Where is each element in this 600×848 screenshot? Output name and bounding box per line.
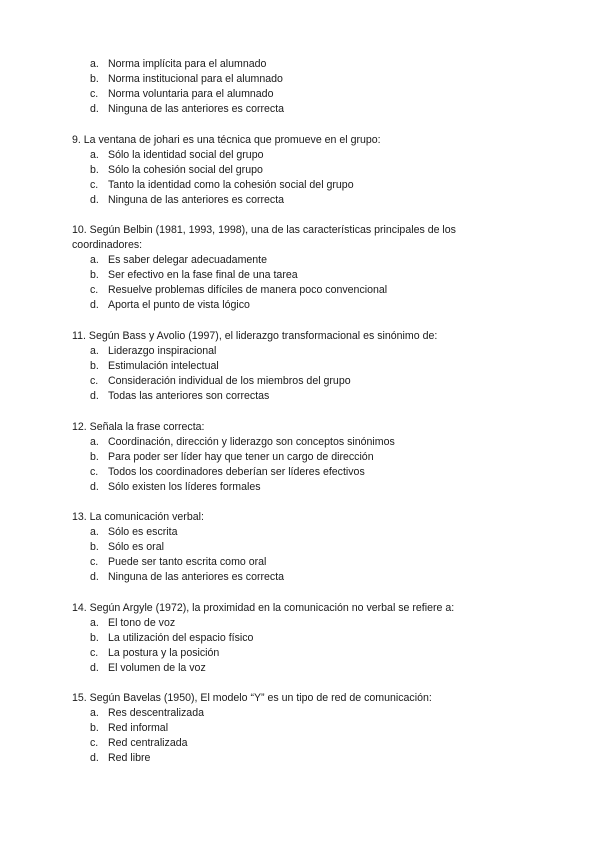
option-letter: b. <box>90 360 99 373</box>
option-letter: d. <box>90 481 99 494</box>
option-text: Es saber delegar adecuadamente <box>108 254 268 267</box>
question-9-option-b <box>72 163 482 178</box>
question-9-option-d <box>72 193 482 208</box>
option-letter: c. <box>90 556 99 569</box>
option-letter: d. <box>90 571 99 584</box>
option-text: Sólo la identidad social del grupo <box>108 149 264 162</box>
question-15-option-a <box>72 706 482 721</box>
option-letter: b. <box>90 632 99 645</box>
option-letter: c. <box>90 284 99 297</box>
option-text: Sólo es oral <box>108 541 164 554</box>
question-14-text: 14. Según Argyle (1972), la proximidad en la comunicación no verbal se refiere a: <box>72 602 455 614</box>
question-9-option-a <box>72 148 482 163</box>
question-14-block <box>72 601 482 676</box>
option-text: La postura y la posición <box>108 647 220 660</box>
option-letter: a. <box>90 526 99 539</box>
question-11-text: 11. Según Bass y Avolio (1997), el liderazgo transformacional es sinónimo de: <box>72 330 438 342</box>
question-14-option-b <box>72 631 482 646</box>
question-13-text: 13. La comunicación verbal: <box>72 511 204 523</box>
option-letter: b. <box>90 541 99 554</box>
option-letter: c. <box>90 375 99 388</box>
option-letter: a. <box>90 707 99 720</box>
question-14-options <box>72 616 482 676</box>
question-10-option-d <box>72 298 482 313</box>
question-11-options <box>72 344 482 404</box>
question-12-option-c <box>72 465 482 480</box>
question-15-block <box>72 691 482 766</box>
option-text: Norma voluntaria para el alumnado <box>108 88 274 101</box>
question-8-option-d <box>72 102 482 117</box>
question-13-option-b <box>72 540 482 555</box>
option-text: Sólo existen los líderes formales <box>108 481 261 494</box>
question-11-option-a <box>72 344 482 359</box>
question-15-option-d <box>72 751 482 766</box>
option-text: Consideración individual de los miembros del grupo <box>108 375 351 388</box>
option-text: Red informal <box>108 722 169 735</box>
question-10-option-a <box>72 253 482 268</box>
option-text: La utilización del espacio físico <box>108 632 254 645</box>
question-13-option-a <box>72 525 482 540</box>
question-9-options <box>72 148 482 208</box>
question-10-option-c <box>72 283 482 298</box>
option-text: Ninguna de las anteriores es correcta <box>108 194 285 207</box>
question-14-option-c <box>72 646 482 661</box>
question-12-option-a <box>72 435 482 450</box>
question-15-option-c <box>72 736 482 751</box>
option-text: Red centralizada <box>108 737 188 750</box>
question-13-option-d <box>72 570 482 585</box>
option-text: Ninguna de las anteriores es correcta <box>108 571 285 584</box>
option-letter: d. <box>90 103 99 116</box>
option-letter: b. <box>90 164 99 177</box>
option-letter: b. <box>90 73 99 86</box>
question-12-text: 12. Señala la frase correcta: <box>72 421 205 433</box>
question-11-option-d <box>72 389 482 404</box>
option-text: Sólo es escrita <box>108 526 178 539</box>
option-text: Todas las anteriores son correctas <box>108 390 270 403</box>
question-8-options <box>72 57 482 117</box>
question-15-option-b <box>72 721 482 736</box>
option-letter: a. <box>90 436 99 449</box>
option-text: El volumen de la voz <box>108 662 206 675</box>
option-text: Estimulación intelectual <box>108 360 219 373</box>
option-letter: b. <box>90 722 99 735</box>
option-letter: c. <box>90 647 99 660</box>
option-letter: b. <box>90 269 99 282</box>
option-text: Ser efectivo en la fase final de una tarea <box>108 269 298 282</box>
question-13-options <box>72 525 482 585</box>
question-11-option-b <box>72 359 482 374</box>
option-text: El tono de voz <box>108 617 176 630</box>
question-12-options <box>72 435 482 495</box>
option-text: Puede ser tanto escrita como oral <box>108 556 267 569</box>
question-9-option-c <box>72 178 482 193</box>
question-8-option-a <box>72 57 482 72</box>
option-letter: d. <box>90 662 99 675</box>
question-9-text: 9. La ventana de johari es una técnica que promueve en el grupo: <box>72 134 381 146</box>
option-text: Res descentralizada <box>108 707 204 720</box>
question-12-option-d <box>72 480 482 495</box>
question-13-block <box>72 510 482 585</box>
question-11-block <box>72 329 482 404</box>
option-letter: d. <box>90 194 99 207</box>
option-text: Red libre <box>108 752 151 765</box>
option-text: Resuelve problemas difíciles de manera poco convencional <box>108 284 388 297</box>
option-letter: d. <box>90 390 99 403</box>
question-10-text: 10. Según Belbin (1981, 1993, 1998), una de las características principales de los coordinadores: <box>72 224 456 252</box>
option-text: Ninguna de las anteriores es correcta <box>108 103 285 116</box>
question-14-option-d <box>72 661 482 676</box>
question-15-options <box>72 706 482 766</box>
option-letter: a. <box>90 345 99 358</box>
option-letter: d. <box>90 299 99 312</box>
option-letter: c. <box>90 466 99 479</box>
option-text: Para poder ser líder hay que tener un cargo de dirección <box>108 451 374 464</box>
question-13-option-c <box>72 555 482 570</box>
option-text: Aporta el punto de vista lógico <box>108 299 250 312</box>
question-14-option-a <box>72 616 482 631</box>
question-9-block <box>72 133 482 208</box>
option-text: Liderazgo inspiracional <box>108 345 217 358</box>
question-8-option-b <box>72 72 482 87</box>
question-15-text: 15. Según Bavelas (1950), El modelo “Y” es un tipo de red de comunicación: <box>72 692 432 704</box>
question-10-block <box>72 223 482 314</box>
option-letter: c. <box>90 88 99 101</box>
option-letter: a. <box>90 617 99 630</box>
option-letter: d. <box>90 752 99 765</box>
question-8-option-c <box>72 87 482 102</box>
option-text: Norma institucional para el alumnado <box>108 73 283 86</box>
option-letter: b. <box>90 451 99 464</box>
question-10-options <box>72 253 482 313</box>
option-letter: c. <box>90 179 99 192</box>
option-letter: c. <box>90 737 99 750</box>
option-text: Norma implícita para el alumnado <box>108 58 267 70</box>
question-12-option-b <box>72 450 482 465</box>
option-text: Sólo la cohesión social del grupo <box>108 164 263 177</box>
option-letter: a. <box>90 149 99 162</box>
option-text: Tanto la identidad como la cohesión social del grupo <box>108 179 354 192</box>
question-11-option-c <box>72 374 482 389</box>
option-text: Coordinación, dirección y liderazgo son conceptos sinónimos <box>108 436 395 449</box>
question-12-block <box>72 420 482 495</box>
question-10-option-b <box>72 268 482 283</box>
option-letter: a. <box>90 254 99 267</box>
question-8-block <box>72 57 482 117</box>
option-letter: a. <box>90 58 99 70</box>
option-text: Todos los coordinadores deberían ser líderes efectivos <box>108 466 365 479</box>
